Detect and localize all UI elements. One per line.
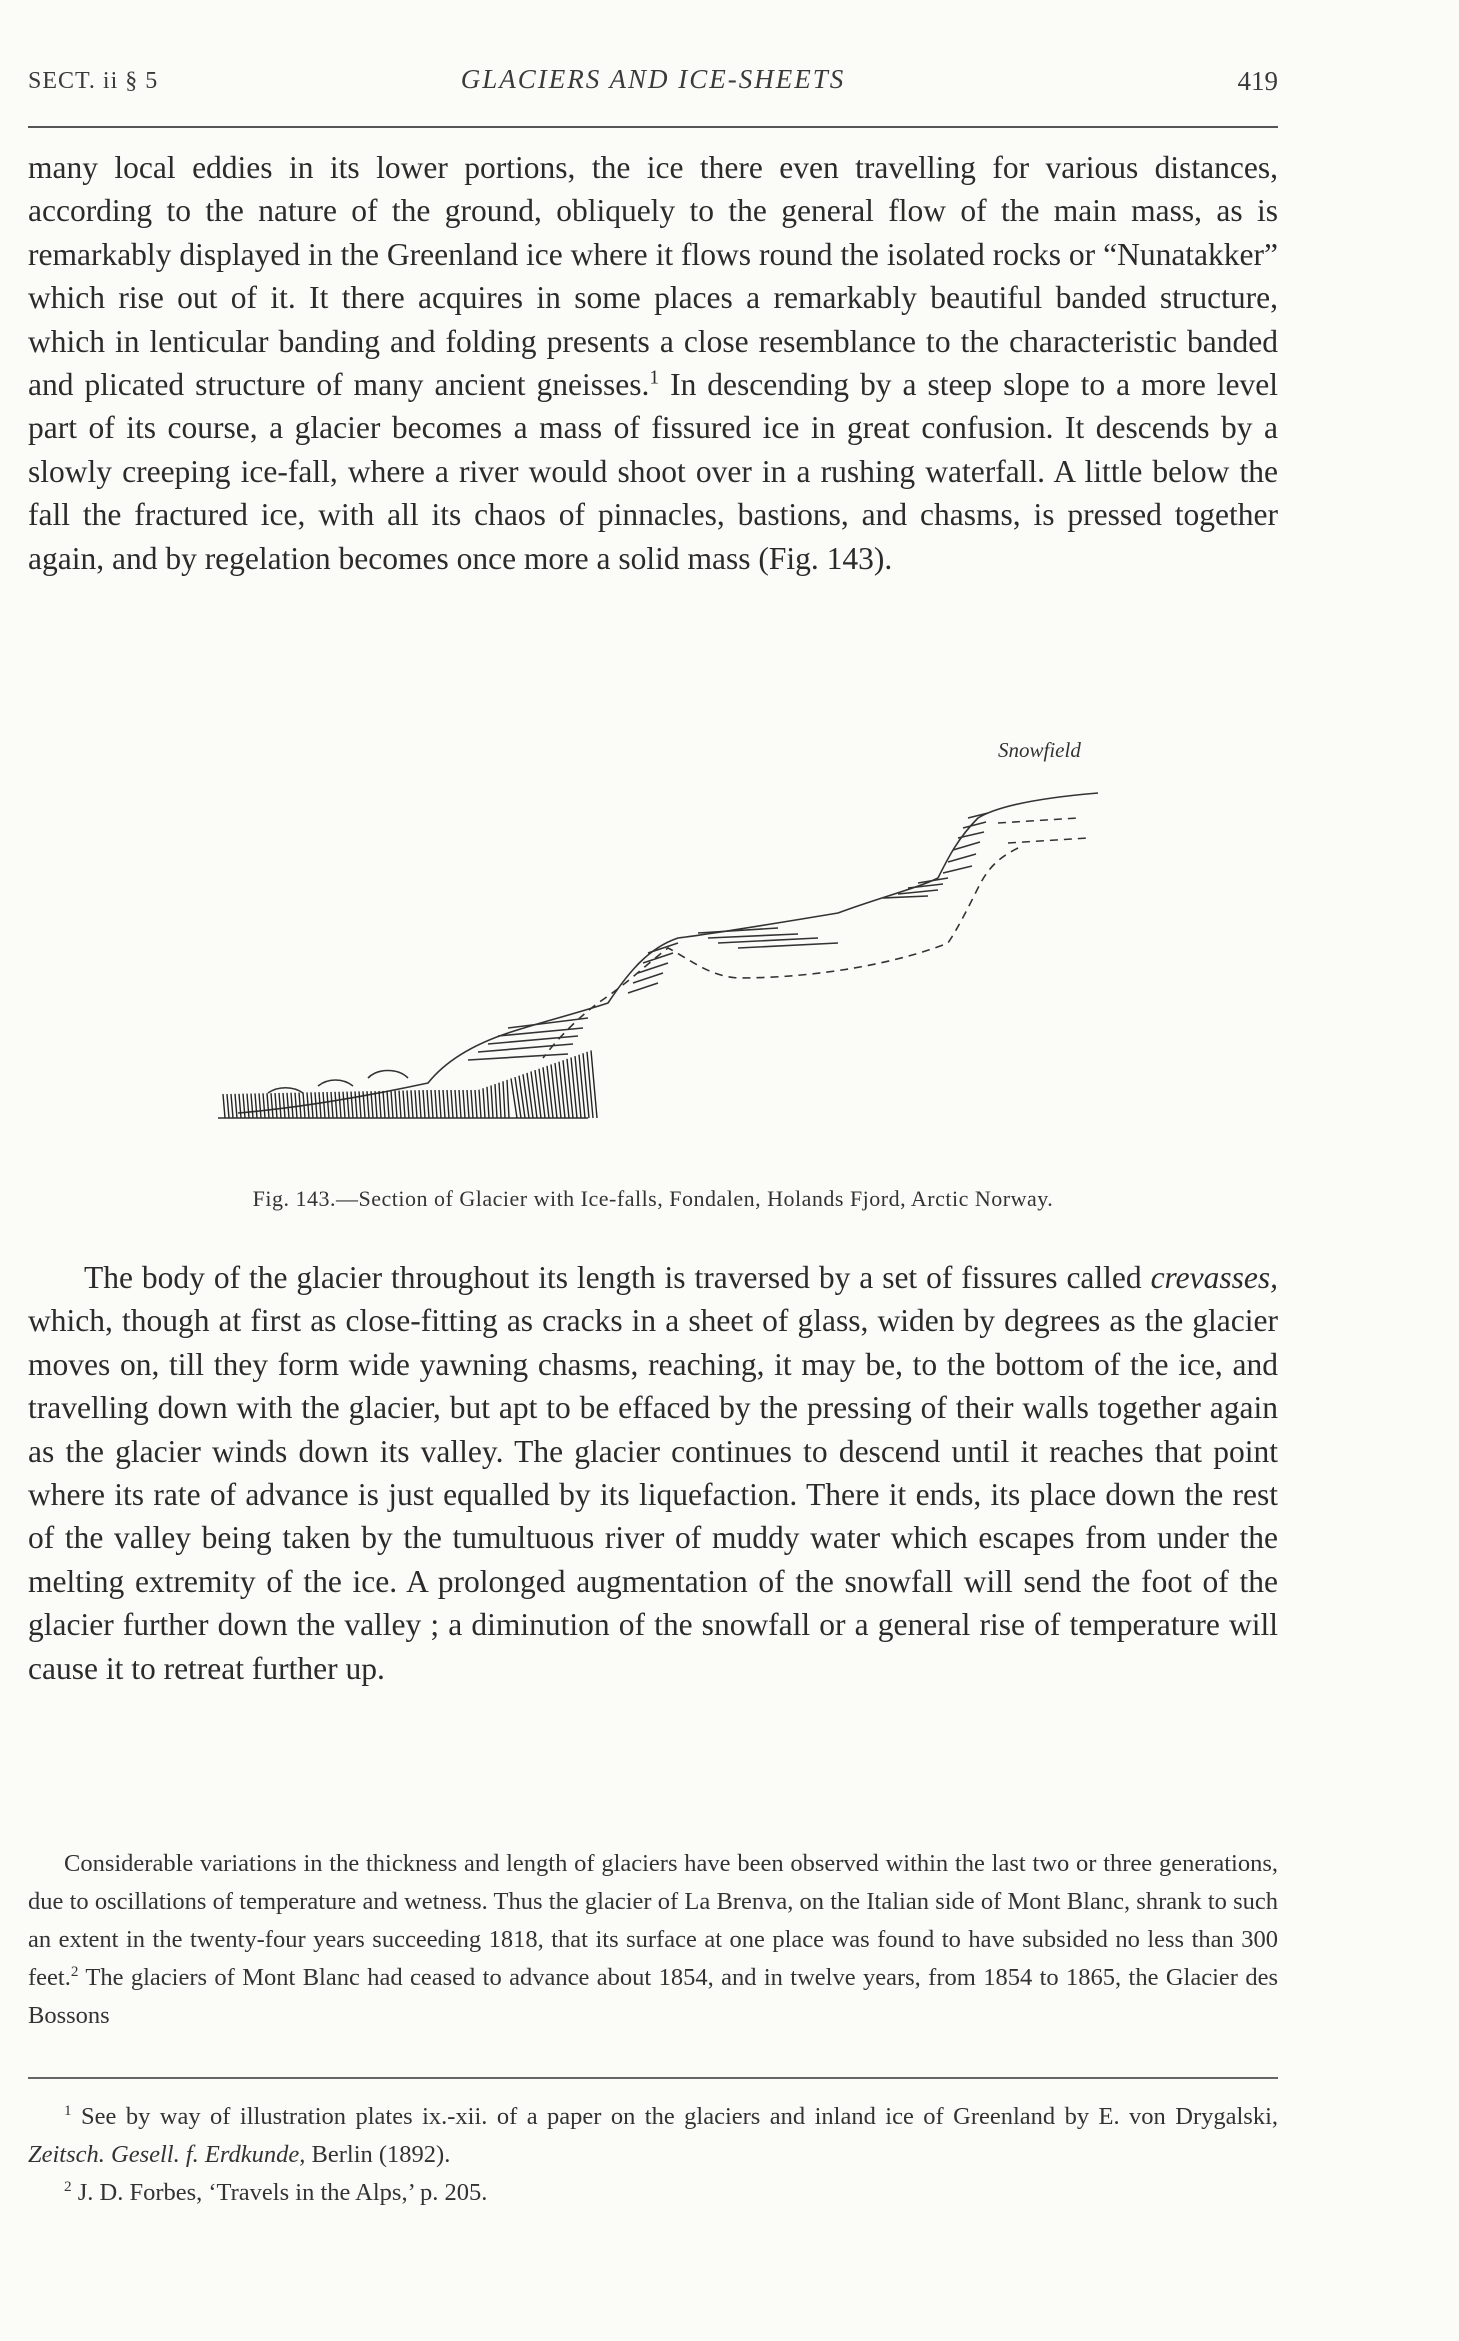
running-title: GLACIERS AND ICE-SHEETS bbox=[460, 64, 846, 94]
section-label: SECT. ii § 5 bbox=[28, 68, 159, 94]
paragraph-1-text: many local eddies in its lower portions, the ice there even travelling for various distances, according to the nature of the ground, obliquely to the general flow of the main mass, as is remarkably displayed in the Greenland ice where it flows round the isolated rocks or “Nunatakker” which rise out of it. It there acquires in some places a remarkably beautiful banded structure, which in lenticular banding and folding presents a close resemblance to the characteristic banded and plicated structure of many ancient gneisses. bbox=[28, 150, 1278, 403]
footnote-ref-1: 1 bbox=[649, 367, 660, 389]
footnote-rule bbox=[28, 2077, 1278, 2079]
paragraph-2-text-a: The body of the glacier throughout its length is traversed by a set of fissures called bbox=[84, 1260, 1151, 1295]
glacier-base-hatching bbox=[223, 1050, 597, 1118]
small-paragraph-text-a: Considerable variations in the thickness and length of glaciers have been observed within the last two or three generations, due to oscillations of temperature and wetness. Thus the glacier of La Brenva, on the Italian side of Mont Blanc, shrank to such an extent in the twenty-four years succeeding 1818, that its surface at one place was found to have subsided no less than 300 feet. bbox=[28, 1850, 1278, 1991]
figure-caption: Fig. 143.—Section of Glacier with Ice-falls, Fondalen, Holands Fjord, Arctic Norway. bbox=[252, 1186, 1054, 1211]
crevasses-term: crevasses, bbox=[1150, 1260, 1278, 1295]
footnote-2-mark: 2 bbox=[64, 2177, 72, 2195]
glacier-section-figure bbox=[178, 738, 1278, 1178]
footnote-1-text-a: See by way of illustration plates ix.-xii. of a paper on the glaciers and inland ice of Greenland by E. von Drygalski, bbox=[71, 2103, 1278, 2130]
small-paragraph-text-b: The glaciers of Mont Blanc had ceased to advance about 1854, and in twelve years, from 1854 to 1865, the Glacier des Bossons bbox=[28, 1964, 1278, 2029]
body-paragraph-1 bbox=[28, 146, 1278, 580]
footnote-1 bbox=[28, 2098, 1278, 2174]
page-number: 419 bbox=[1237, 66, 1278, 96]
paragraph-1-tail: In descending by a steep slope to a more level part of its course, a glacier becomes a mass of fissured ice in great confusion. It descends by a slowly creeping ice-fall, where a river would shoot over in a rushing waterfall. A little below the fall the fractured ice, with all its chaos of pinnacles, bastions, and chasms, is pressed together again, and by regelation becomes once more a solid mass (Fig. 143). bbox=[28, 367, 1278, 576]
footnote-1-journal: Zeitsch. Gesell. f. Erdkunde, bbox=[28, 2141, 306, 2168]
snowfield-label: Snowfield bbox=[998, 738, 1081, 762]
footnote-2 bbox=[28, 2174, 1278, 2212]
running-header bbox=[28, 64, 1278, 104]
body-paragraph-2 bbox=[28, 1256, 1278, 1690]
small-print-paragraph bbox=[28, 1845, 1278, 2035]
paragraph-2-text-b: which, though at first as close-fitting as cracks in a sheet of glass, widen by degrees as the glacier moves on, till they form wide yawning chasms, reaching, it may be, to the bottom of the ice, and travelling down with the glacier, but apt to be effaced by the pressing of their walls together again as the glacier winds down its valley. The glacier continues to descend until it reaches that point where its rate of advance is just equalled by its liquefaction. There it ends, its place down the rest of the valley being taken by the tumultuous river of muddy water which escapes from under the melting extremity of the ice. A prolonged augmentation of the snowfall will send the foot of the glacier further down the valley ; a diminution of the snowfall or a general rise of temperature will cause it to retreat further up. bbox=[28, 1303, 1278, 1686]
footnote-ref-2: 2 bbox=[70, 1962, 79, 1980]
header-rule bbox=[28, 126, 1278, 128]
footnote-1-text-b: Berlin (1892). bbox=[305, 2141, 451, 2168]
footnote-2-text: J. D. Forbes, ‘Travels in the Alps,’ p. 205. bbox=[71, 2179, 488, 2206]
footnote-1-mark: 1 bbox=[64, 2101, 72, 2119]
